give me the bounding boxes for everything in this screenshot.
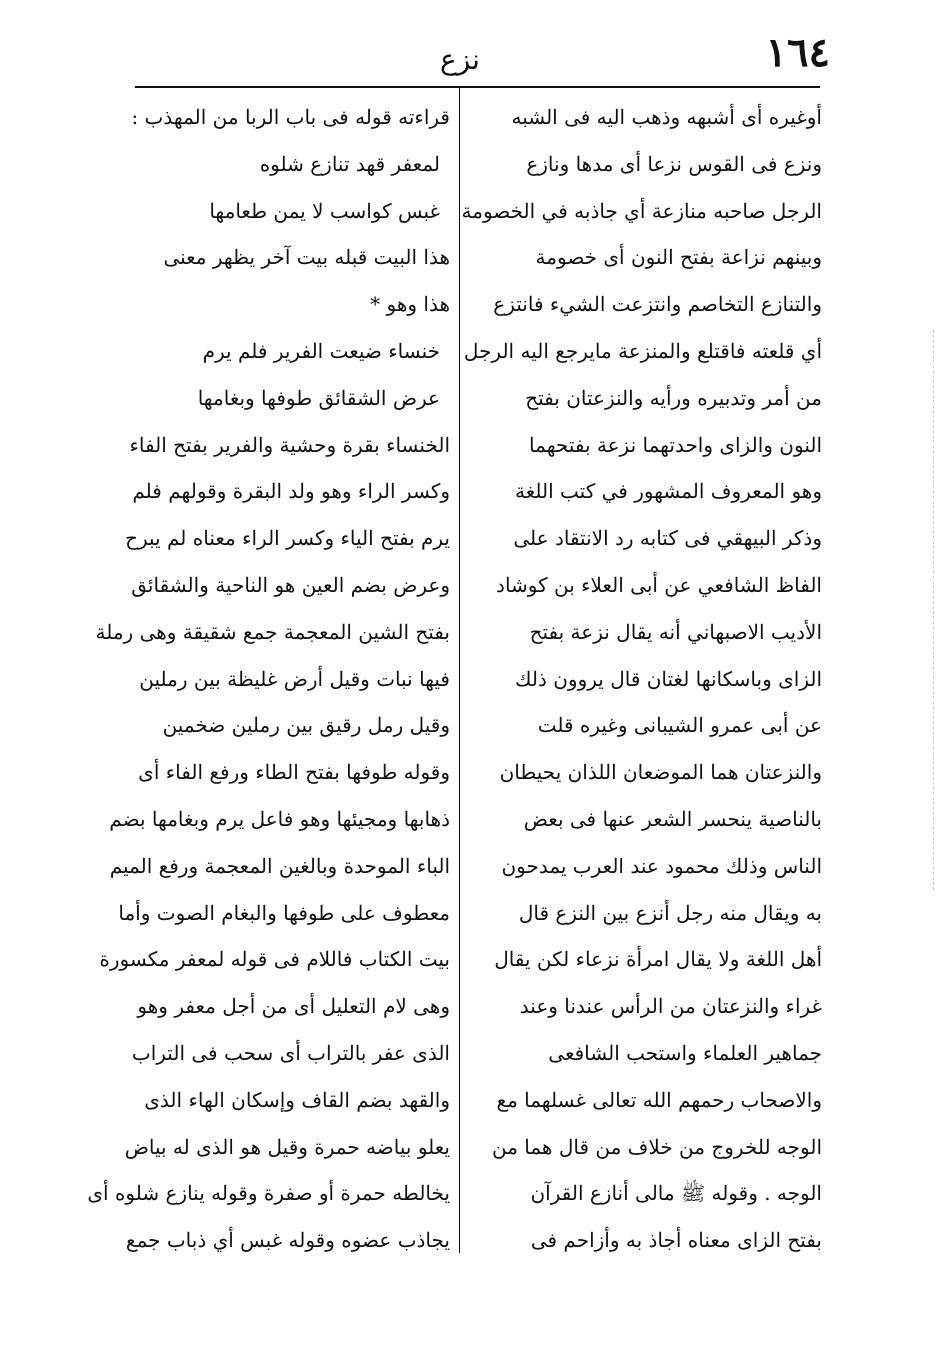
text-line: والاصحاب رحمهم الله تعالى غسلهما مع <box>496 1087 822 1112</box>
text-line: الزاى وباسكانها لغتان قال يروون ذلك <box>515 666 822 691</box>
text-line: وبينهم نزاعة بفتح النون أى خصومة <box>535 245 822 270</box>
text-line: بفتح الزاى معناه أجاذ به وأزاحم فى <box>530 1228 822 1253</box>
text-line: الوجه للخروج من خلاف من قال هما من <box>491 1134 822 1159</box>
text-line: أي قلعته فاقتلع والمنزعة مايرجع اليه الرجل <box>463 338 822 363</box>
text-line: قراءته قوله فى باب الربا من المهذب : <box>131 105 450 129</box>
text-line: يرم بفتح الياء وكسر الراء معناه لم يبرح <box>125 526 450 551</box>
text-line: فيها نبات وقيل أرض غليظة بين رملين <box>139 666 450 691</box>
text-line: وكسر الراء وهو ولد البقرة وقولهم فلم <box>132 479 450 504</box>
text-line: عن أبى عمرو الشيبانى وغيره قلت <box>537 713 822 738</box>
text-line: بفتح الشين المعجمة جمع شقيقة وهى رملة <box>95 619 450 644</box>
text-line: بيت الكتاب فاللام فى قوله لمعفر مكسورة <box>99 947 450 972</box>
text-line: الباء الموحدة وبالغين المعجمة ورفع الميم <box>109 853 450 878</box>
page-edge-shadow <box>933 330 934 890</box>
text-line: جماهير العلماء واستحب الشافعى <box>548 1040 822 1065</box>
text-line: معطوف على طوفها والبغام الصوت وأما <box>118 900 450 925</box>
text-line: الذى عفر بالتراب أى سحب فى التراب <box>131 1040 450 1065</box>
text-line: الوجه . وقوله ﷺ مالى أنازع القرآن <box>530 1181 822 1206</box>
text-line: من أمر وتدبيره ورأيه والنزعتان بفتح <box>525 385 822 410</box>
verse-line: لمعفر قهد تنازع شلوه <box>259 151 440 176</box>
text-line: غراء والنزعتان من الرأس عندنا وعند <box>519 994 822 1019</box>
text-line: ونزع فى القوس نزعا أى مدها ونازع <box>526 151 822 176</box>
text-line: يخالطه حمرة أو صفرة وقوله ينازع شلوه أى <box>87 1181 450 1206</box>
text-line: ذهابها ومجيئها وهو فاعل يرم وبغامها بضم <box>109 806 450 831</box>
text-line: وعرض بضم العين هو الناحية والشقائق <box>131 572 450 597</box>
text-line: وقوله طوفها بفتح الطاء ورفع الفاء أى <box>138 760 450 785</box>
text-line: وقيل رمل رقيق بين رملين ضخمين <box>162 713 450 738</box>
verse-line: خنساء ضيعت الفرير فلم يرم <box>202 338 440 363</box>
text-line: وذكر البيهقي فى كتابه رد الانتقاد على <box>513 526 822 551</box>
text-line: النون والزاى واحدتهما نزعة بفتحهما <box>529 432 822 457</box>
text-line: وهو المعروف المشهور في كتب اللغة <box>515 479 822 504</box>
text-line: يعلو بياضه حمرة وقيل هو الذى له بياض <box>124 1134 450 1159</box>
text-line: أهل اللغة ولا يقال امرأة نزعاء لكن يقال <box>494 947 822 972</box>
text-line: الفاظ الشافعي عن أبى العلاء بن كوشاد <box>496 572 822 597</box>
header-rule <box>135 86 820 88</box>
page-number: ١٦٤ <box>765 29 830 76</box>
right-column <box>461 94 822 1264</box>
text-line: الأديب الاصبهاني أنه يقال نزعة بفتح <box>529 619 822 644</box>
column-divider <box>459 88 460 1253</box>
text-line: الناس وذلك محمود عند العرب يمدحون <box>501 853 822 878</box>
verse-line: عرض الشقائق طوفها وبغامها <box>197 385 440 410</box>
text-line: والنزعتان هما الموضعان اللذان يحيطان <box>499 760 822 785</box>
text-line: أوغيره أى أشبهه وذهب اليه فى الشبه <box>511 105 822 129</box>
text-line: الرجل صاحبه منازعة أي جاذبه في الخصومة <box>461 198 822 223</box>
text-line: به ويقال منه رجل أنزع بين النزع قال <box>518 900 822 925</box>
text-line: وهى لام التعليل أى من أجل معفر وهو <box>137 994 450 1019</box>
running-head: نزع <box>440 43 480 76</box>
text-line: والتنازع التخاصم وانتزعت الشيء فانتزع <box>493 292 822 317</box>
verse-line: غبس كواسب لا يمن طعامها <box>209 198 440 223</box>
text-line: والقهد بضم القاف وإسكان الهاء الذى <box>144 1087 450 1112</box>
text-line: بالناصية ينحسر الشعر عنها فى بعض <box>523 806 822 831</box>
text-line: الخنساء بقرة وحشية والفرير بفتح الفاء <box>129 432 450 457</box>
text-line: يجاذب عضوه وقوله غبس أي ذباب جمع <box>125 1228 450 1253</box>
text-line: هذا البيت قبله بيت آخر يظهر معنى <box>163 245 450 270</box>
text-line: هذا وهو * <box>370 292 450 317</box>
left-column <box>87 94 450 1264</box>
